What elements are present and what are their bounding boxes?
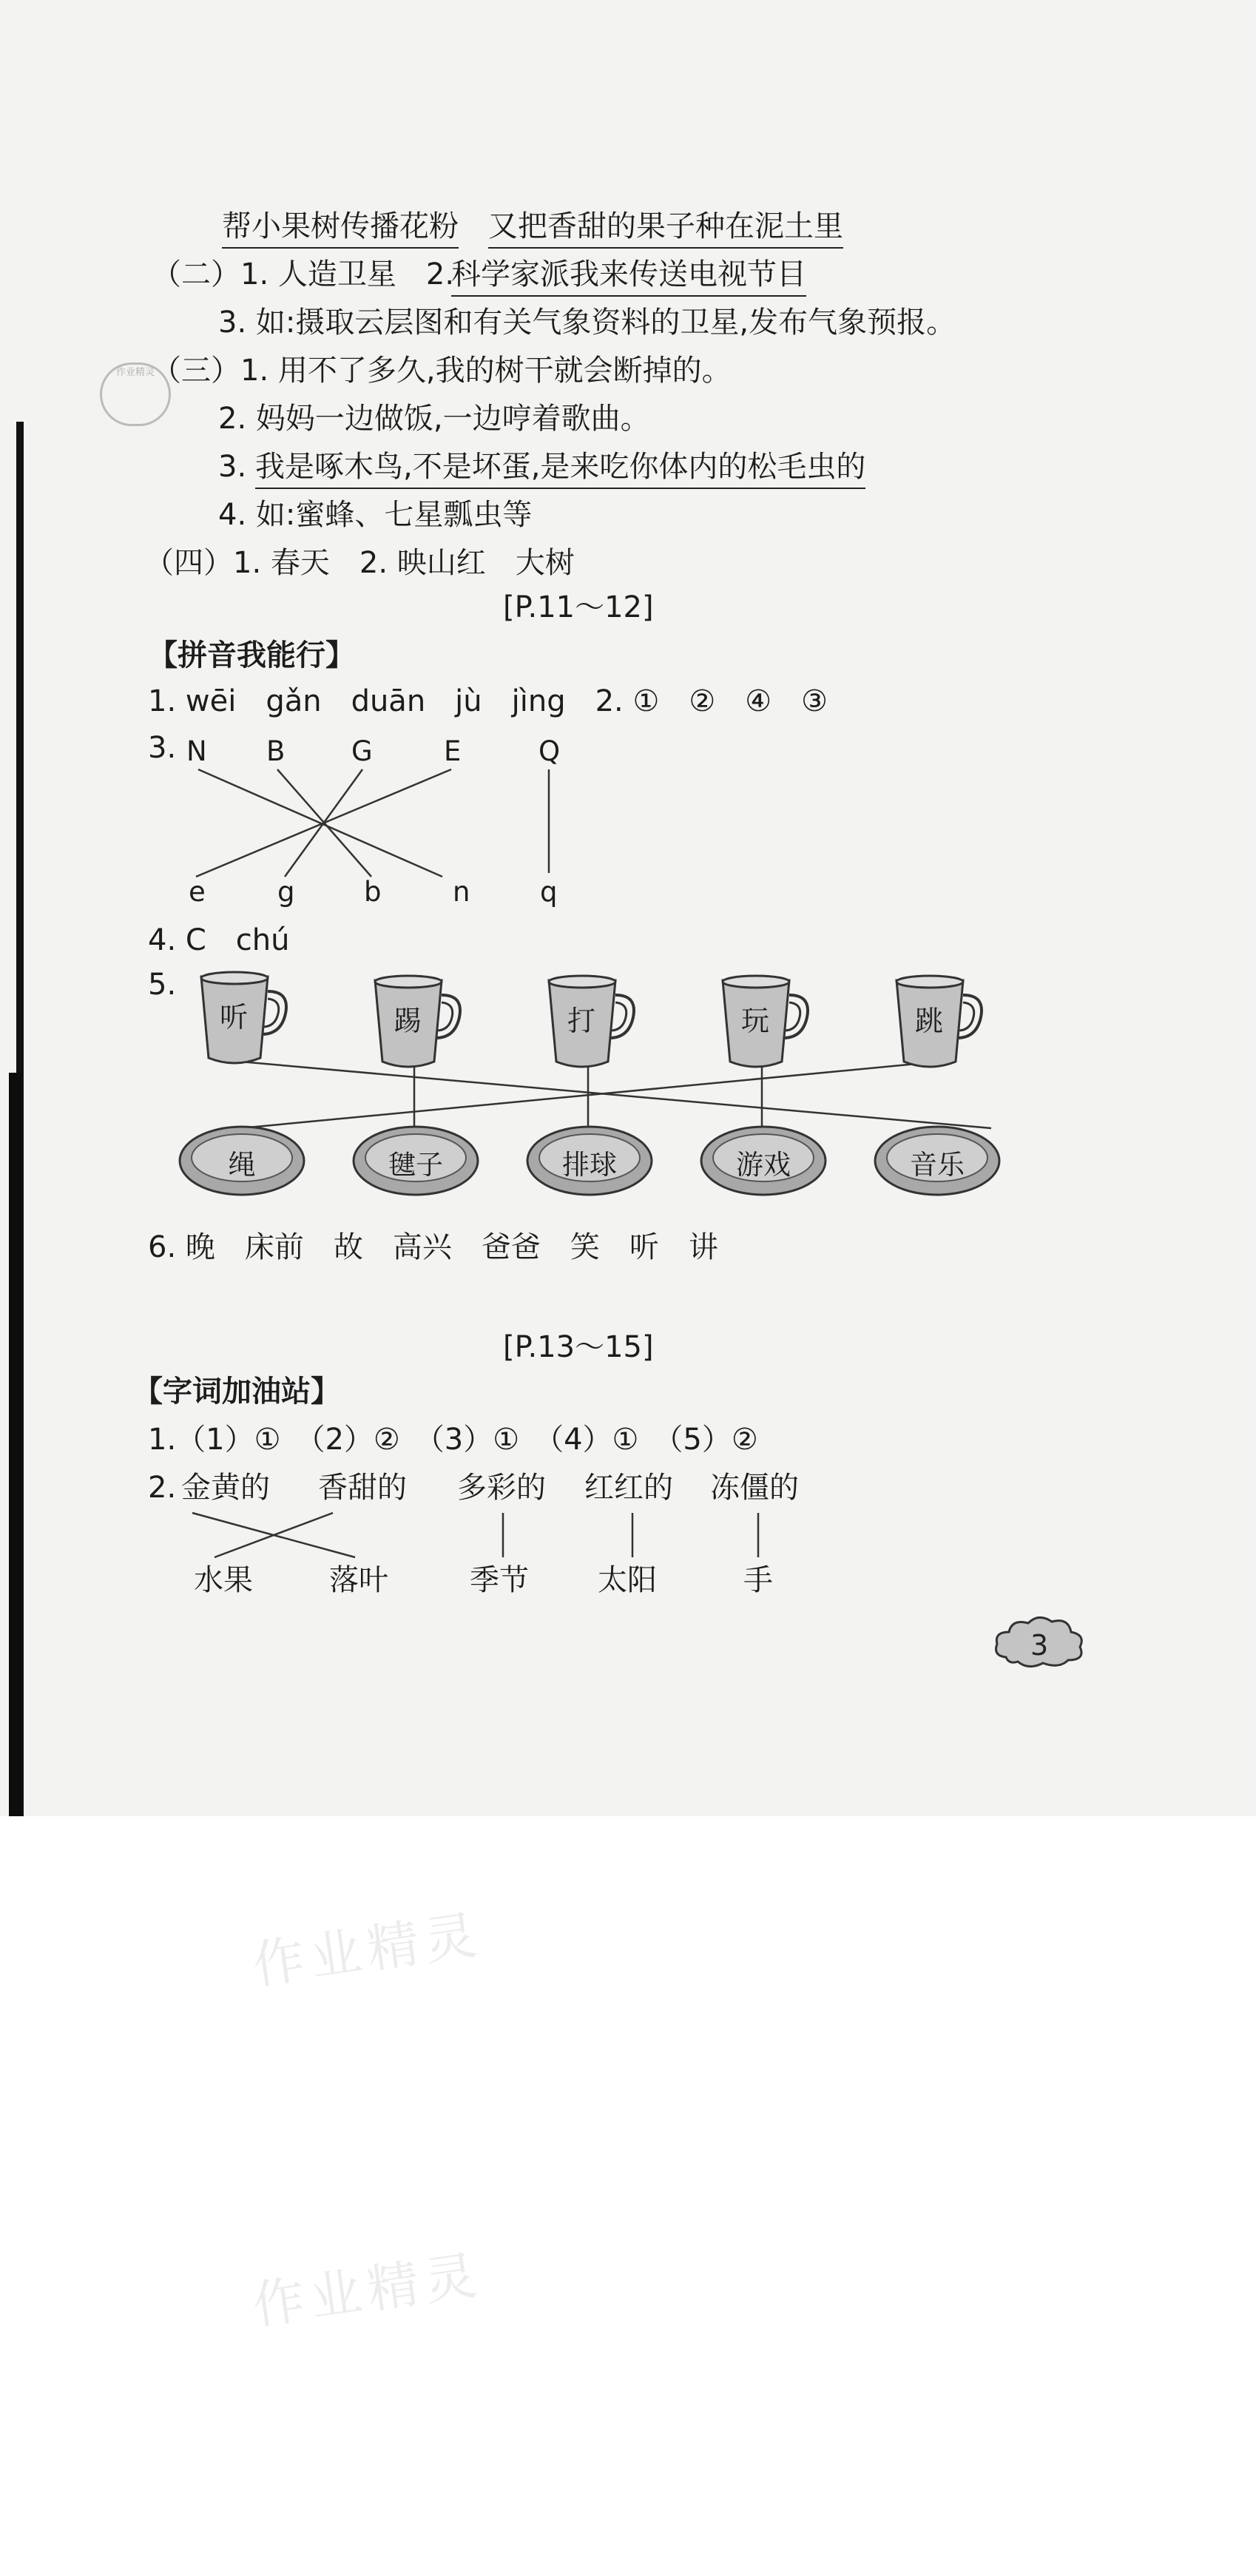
cup-5 xyxy=(888,973,991,1076)
answer-line-2a: （二）1. 人造卫星 2. xyxy=(152,257,455,291)
pinyin-q3-label: 3. xyxy=(148,731,177,765)
page-number: 3 xyxy=(1030,1629,1049,1662)
stamp-text: 作业精灵 xyxy=(115,367,155,378)
pinyin-q5-label: 5. xyxy=(148,968,177,1002)
word-lower-5: 手 xyxy=(743,1563,773,1597)
pinyin-q1: 1. wēi gǎn duān jù jìng 2. ① ② ④ ③ xyxy=(148,684,828,718)
cup-label: 玩 xyxy=(740,1005,769,1037)
cup-label: 听 xyxy=(219,1001,248,1034)
words-q1: 1.（1）① （2）② （3）① （4）① （5）② xyxy=(148,1423,758,1457)
cup-label: 打 xyxy=(567,1005,595,1037)
answer-line-3: 3. 如:摄取云层图和有关气象资料的卫星,发布气象预报。 xyxy=(218,306,956,340)
word-upper-1: 金黄的 xyxy=(181,1471,270,1505)
answer-line-1a: 帮小果树传播花粉 xyxy=(222,207,459,249)
word-lower-4: 太阳 xyxy=(598,1563,657,1597)
answer-line-1b: 又把香甜的果子种在泥土里 xyxy=(488,207,843,249)
upper-letter-1: N xyxy=(186,735,207,767)
cup-2 xyxy=(366,973,470,1076)
plate-2 xyxy=(351,1125,480,1197)
plate-label: 音乐 xyxy=(910,1149,965,1181)
upper-letter-3: G xyxy=(351,735,373,767)
upper-letter-4: E xyxy=(444,735,462,767)
plate-label: 游戏 xyxy=(736,1149,791,1181)
plate-label: 毽子 xyxy=(388,1149,443,1181)
pinyin-q4: 4. C chú xyxy=(148,923,290,957)
match-line-leaves xyxy=(215,1513,333,1557)
lower-letter-2: g xyxy=(277,876,295,908)
plate-label: 排球 xyxy=(562,1149,617,1181)
lower-letter-1: e xyxy=(189,876,206,908)
answer-line-6b: 我是啄木鸟,不是坏蛋,是来吃你体内的松毛虫的 xyxy=(255,448,865,489)
answer-line-8: （四）1. 春天 2. 映山红 大树 xyxy=(144,546,575,580)
answer-line-2b: 科学家派我来传送电视节目 xyxy=(451,255,806,297)
upper-letter-2: B xyxy=(266,735,286,767)
cup-label: 跳 xyxy=(914,1005,943,1037)
word-upper-5: 冻僵的 xyxy=(710,1471,799,1505)
cup-3 xyxy=(540,973,644,1076)
lower-letter-5: q xyxy=(540,876,558,908)
word-upper-3: 多彩的 xyxy=(457,1471,546,1505)
section-title-words: 【字词加油站】 xyxy=(133,1375,340,1409)
word-upper-2: 香甜的 xyxy=(318,1471,407,1505)
watermark: 作业精灵 xyxy=(249,2244,486,2337)
cup-4 xyxy=(714,973,817,1076)
word-lower-2: 落叶 xyxy=(329,1563,388,1597)
word-lower-1: 水果 xyxy=(194,1563,253,1597)
page-reference-2: [P.13～15] xyxy=(503,1330,654,1364)
page-reference-1: [P.11～12] xyxy=(503,590,654,624)
lower-letter-4: n xyxy=(453,876,470,908)
section-title-pinyin: 【拼音我能行】 xyxy=(148,638,355,672)
cup-label: 踢 xyxy=(393,1005,422,1037)
plate-3 xyxy=(525,1125,654,1197)
upper-letter-5: Q xyxy=(538,735,561,767)
cup-1 xyxy=(192,969,296,1073)
words-q2-label: 2. xyxy=(148,1471,177,1505)
answer-line-5: 2. 妈妈一边做饭,一边哼着歌曲。 xyxy=(218,402,650,436)
word-lower-3: 季节 xyxy=(470,1563,529,1597)
plate-5 xyxy=(873,1125,1002,1197)
answer-line-6a: 3. xyxy=(218,450,247,484)
plate-label: 绳 xyxy=(228,1149,256,1181)
answer-line-4: （三）1. 用不了多久,我的树干就会断掉的。 xyxy=(152,354,732,388)
answer-line-7: 4. 如:蜜蜂、七星瓢虫等 xyxy=(218,498,533,532)
pinyin-q6: 6. 晚 床前 故 高兴 爸爸 笑 听 讲 xyxy=(148,1230,718,1264)
watermark: 作业精灵 xyxy=(249,1904,486,1997)
plate-4 xyxy=(699,1125,828,1197)
word-upper-4: 红红的 xyxy=(584,1471,673,1505)
lower-letter-3: b xyxy=(364,876,382,908)
plate-1 xyxy=(178,1125,306,1197)
